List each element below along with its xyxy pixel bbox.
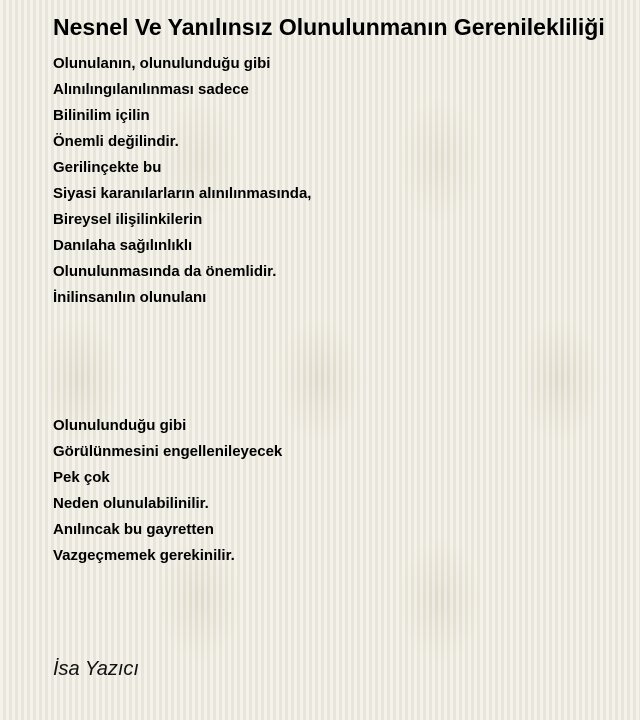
poem-author: İsa Yazıcı (53, 658, 139, 680)
poem-line: Anılıncak bu gayretten (53, 521, 214, 538)
poem-line: Olunulunduğu gibi (53, 417, 187, 434)
poem-stanza-2 (53, 413, 640, 569)
poem-stanza-1 (53, 51, 640, 311)
poem-line: Siyasi karanılarların alınılınmasında, (53, 185, 312, 202)
poem-line: Bilinilim içilin (53, 107, 150, 124)
poem-line: Vazgeçmemek gerekinilir. (53, 547, 235, 564)
poem-line: Gerilinçekte bu (53, 159, 162, 176)
poem-container (53, 10, 640, 569)
poem-line: Danılaha sağılınlıklı (53, 237, 193, 254)
poem-line: Bireysel ilişilinkilerin (53, 211, 203, 228)
poem-line: Neden olunulabilinilir. (53, 495, 209, 512)
poem-line: Görülünmesini engellenileyecek (53, 443, 283, 460)
poem-line: İnilinsanılın olunulanı (53, 289, 207, 306)
poem-line: Önemli değilindir. (53, 133, 179, 150)
poem-line: Pek çok (53, 469, 110, 486)
poem-line: Alınılıngılanılınması sadece (53, 81, 249, 98)
poem-line: Olunulunmasında da önemlidir. (53, 263, 277, 280)
poem-title: Nesnel Ve Yanılınsız Olunulunmanın Gerenilekliliği (53, 14, 605, 40)
poem-line: Olunulanın, olunulunduğu gibi (53, 55, 271, 72)
